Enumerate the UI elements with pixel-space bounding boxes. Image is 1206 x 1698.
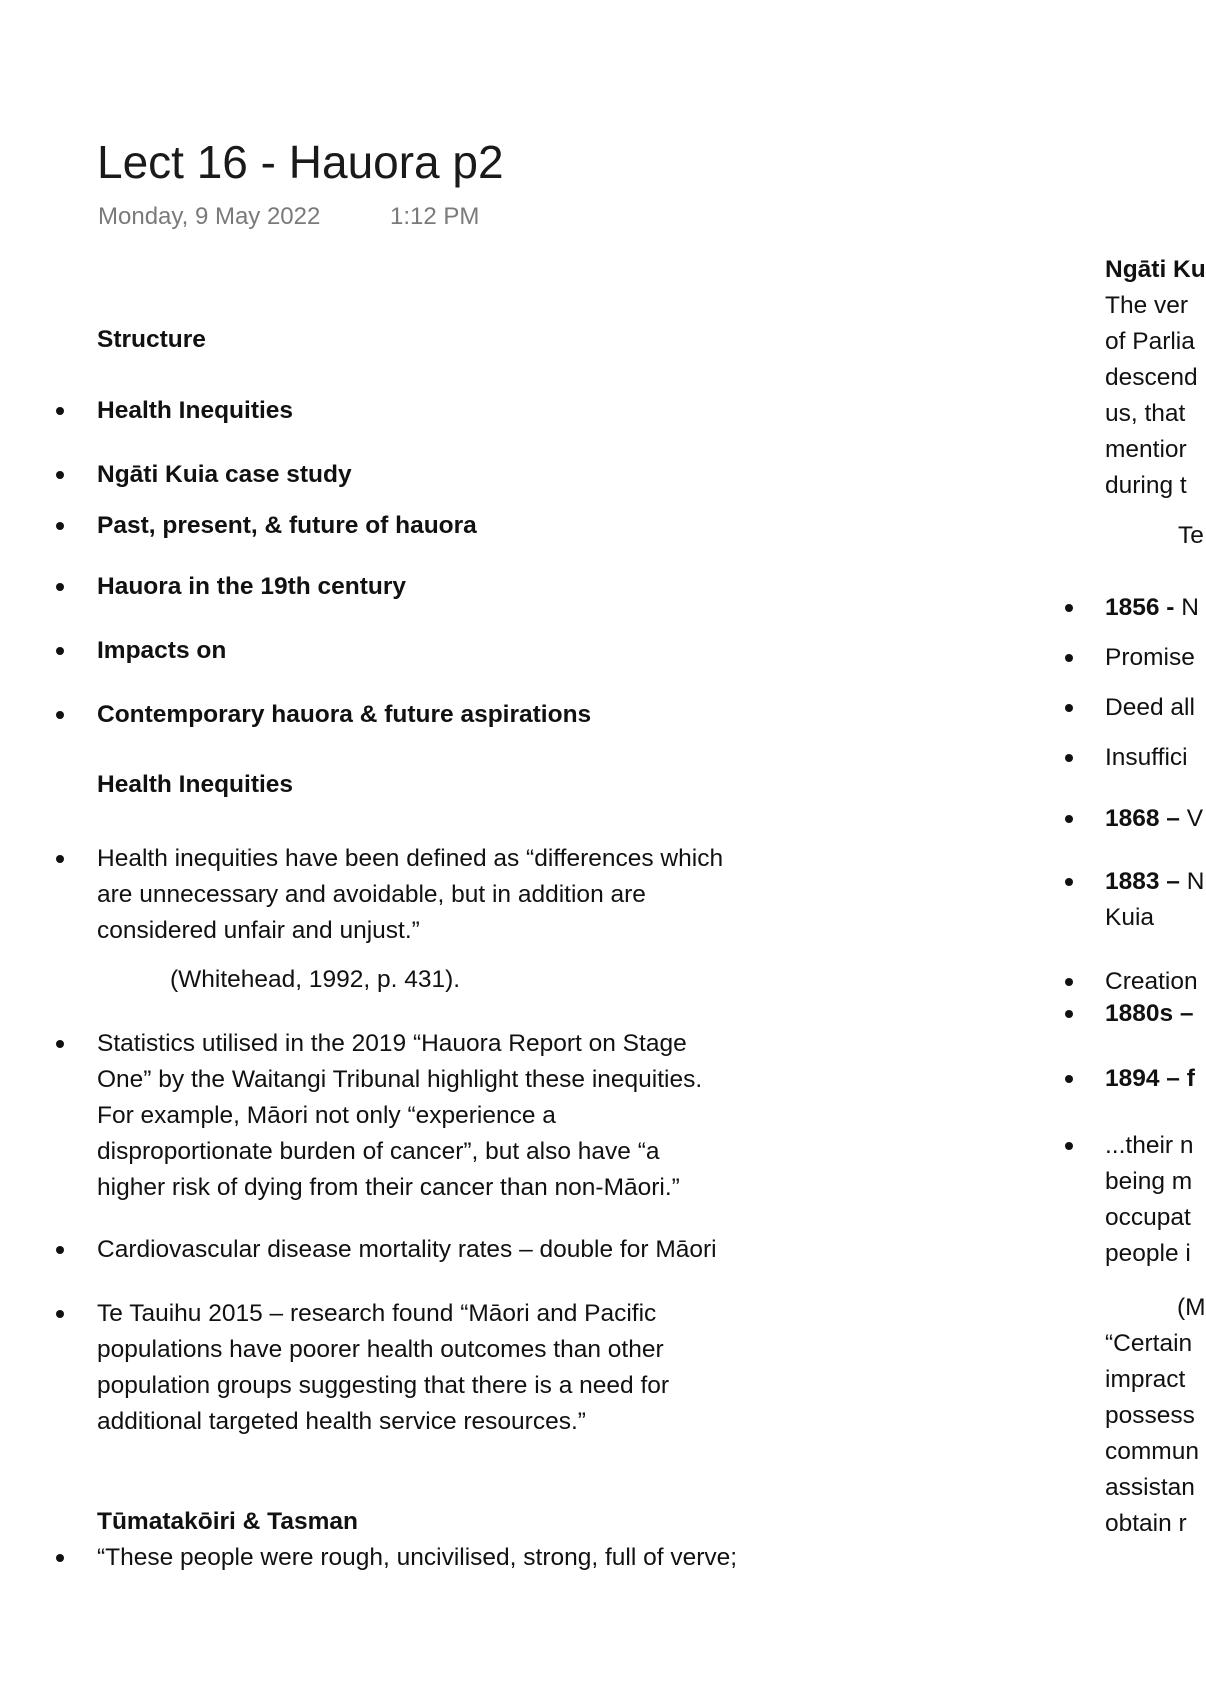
bullet-icon — [56, 1310, 64, 1318]
list-item-line: For example, Māori not only “experience a — [97, 1102, 556, 1129]
list-item: Health Inequities — [97, 397, 294, 424]
bullet-icon — [56, 583, 64, 591]
list-item: Impacts on — [97, 637, 227, 664]
inequities-heading: Health Inequities — [97, 771, 294, 798]
citation-fragment: (M — [1177, 1294, 1206, 1321]
list-item-line: “These people were rough, uncivilised, strong, full of verve; — [97, 1544, 738, 1571]
year-label: 1883 – — [1105, 868, 1180, 895]
para-line: of Parlia — [1105, 328, 1195, 355]
list-item-line: Te Tauihu 2015 – research found “Māori and Pacific — [97, 1300, 657, 1327]
item-text: V — [1179, 805, 1204, 832]
list-item: Past, present, & future of hauora — [97, 512, 477, 539]
timeline-item-line: being m — [1105, 1168, 1193, 1195]
list-item-line: considered unfair and unjust.” — [97, 917, 420, 944]
list-item-line: Statistics utilised in the 2019 “Hauora Report on Stage — [97, 1030, 687, 1057]
para-line: mentior — [1105, 436, 1187, 463]
bullet-icon — [1065, 754, 1073, 762]
list-item-line: population groups suggesting that there is a need for — [97, 1372, 670, 1399]
list-item: Contemporary hauora & future aspirations — [97, 701, 592, 728]
timeline-item-line: ...their n — [1105, 1132, 1194, 1159]
list-item-line: are unnecessary and avoidable, but in addition are — [97, 881, 646, 908]
timeline-item: 1880s – — [1105, 1000, 1194, 1027]
quote-line: obtain r — [1105, 1510, 1187, 1537]
page-title: Lect 16 - Hauora p2 — [97, 136, 504, 188]
item-text: N — [1174, 594, 1199, 621]
bullet-icon — [1065, 1010, 1073, 1018]
page-time: 1:12 PM — [390, 203, 480, 230]
timeline-item — [1105, 801, 1203, 837]
timeline-item: Promise — [1105, 644, 1195, 671]
list-item-line: Cardiovascular disease mortality rates – double for Māori — [97, 1236, 717, 1263]
citation: (Whitehead, 1992, p. 431). — [170, 966, 461, 993]
para-line: The ver — [1105, 292, 1189, 319]
quote-line: assistan — [1105, 1474, 1195, 1501]
timeline-item-line: Kuia — [1105, 904, 1155, 931]
quote-line: commun — [1105, 1438, 1199, 1465]
para-line: during t — [1105, 472, 1187, 499]
list-item: Ngāti Kuia case study — [97, 461, 352, 488]
bullet-icon — [1065, 604, 1073, 612]
tumatakoiri-heading: Tūmatakōiri & Tasman — [97, 1508, 358, 1535]
list-item-line: One” by the Waitangi Tribunal highlight these inequities. — [97, 1066, 703, 1093]
timeline-item: 1894 – f — [1105, 1065, 1195, 1092]
para-line: descend — [1105, 364, 1198, 391]
bullet-icon — [56, 647, 64, 655]
list-item-line: disproportionate burden of cancer”, but also have “a — [97, 1138, 660, 1165]
year-label: 1868 – — [1105, 805, 1180, 832]
para-line: us, that — [1105, 400, 1186, 427]
bullet-icon — [1065, 978, 1073, 986]
timeline-item: Deed all — [1105, 694, 1195, 721]
ngati-kuia-heading: Ngāti Ku — [1105, 256, 1206, 283]
bullet-icon — [1065, 878, 1073, 886]
bullet-icon — [56, 471, 64, 479]
structure-heading: Structure — [97, 326, 206, 353]
bullet-icon — [1065, 1075, 1073, 1083]
bullet-icon — [56, 407, 64, 415]
timeline-item — [1105, 864, 1204, 900]
bullet-icon — [56, 855, 64, 863]
item-text: N — [1179, 868, 1205, 895]
timeline-item — [1105, 590, 1199, 626]
bullet-icon — [56, 1040, 64, 1048]
page-date: Monday, 9 May 2022 — [98, 203, 321, 230]
timeline-item: Creation — [1105, 968, 1198, 995]
bullet-icon — [1065, 1142, 1073, 1150]
quote-line: impract — [1105, 1366, 1186, 1393]
timeline-item-line: occupat — [1105, 1204, 1191, 1231]
list-item-line: populations have poorer health outcomes than other — [97, 1336, 664, 1363]
timeline-item-line: people i — [1105, 1240, 1191, 1267]
timeline-item: Insuffici — [1105, 744, 1188, 771]
bullet-icon — [56, 1246, 64, 1254]
quote-line: “Certain — [1105, 1330, 1193, 1357]
list-item: Hauora in the 19th century — [97, 573, 407, 600]
bullet-icon — [1065, 704, 1073, 712]
bullet-icon — [1065, 654, 1073, 662]
bullet-icon — [56, 522, 64, 530]
list-item-line: Health inequities have been defined as “differences which — [97, 845, 724, 872]
bullet-icon — [56, 711, 64, 719]
quote-line: possess — [1105, 1402, 1195, 1429]
list-item-line: additional targeted health service resources.” — [97, 1408, 586, 1435]
bullet-icon — [1065, 815, 1073, 823]
list-item-line: higher risk of dying from their cancer than non-Māori.” — [97, 1174, 680, 1201]
indent-text: Te — [1178, 522, 1204, 549]
bullet-icon — [56, 1554, 64, 1562]
right-column — [1100, 0, 1206, 1698]
year-label: 1856 - — [1105, 594, 1175, 621]
